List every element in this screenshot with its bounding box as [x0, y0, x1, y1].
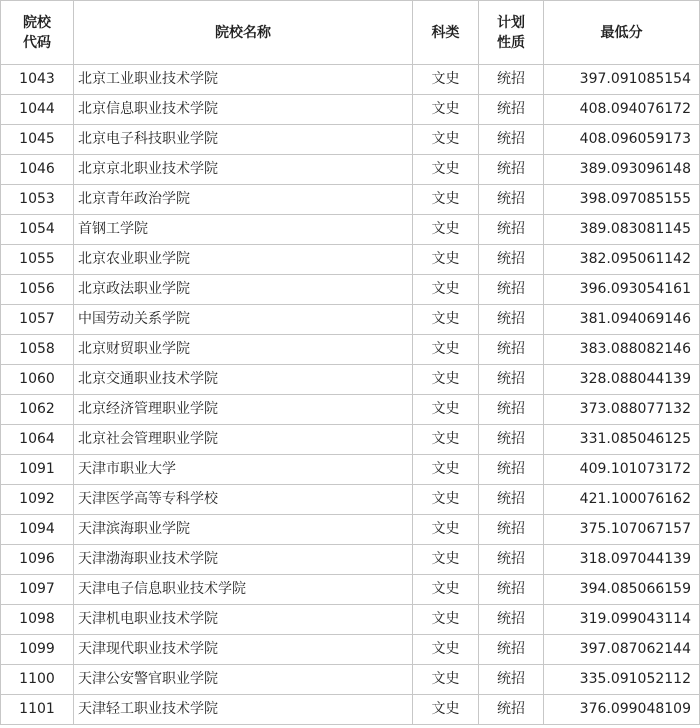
plan-type-cell: 统招 — [479, 155, 544, 185]
plan-type-cell: 统招 — [479, 455, 544, 485]
category-cell: 文史 — [413, 65, 479, 95]
category-cell: 文史 — [413, 545, 479, 575]
table-row — [1, 605, 700, 635]
plan-type-cell: 统招 — [479, 635, 544, 665]
school-name-cell: 北京电子科技职业学院 — [74, 125, 413, 155]
school-name-cell: 北京社会管理职业学院 — [74, 425, 413, 455]
min-score-cell: 389.083081145 — [544, 215, 700, 245]
table-row — [1, 425, 700, 455]
min-score-cell: 373.088077132 — [544, 395, 700, 425]
category-cell: 文史 — [413, 365, 479, 395]
plan-type-cell: 统招 — [479, 695, 544, 725]
table-row — [1, 455, 700, 485]
school-name-cell: 北京青年政治学院 — [74, 185, 413, 215]
category-cell: 文史 — [413, 305, 479, 335]
school-name-cell: 北京工业职业技术学院 — [74, 65, 413, 95]
category-cell: 文史 — [413, 335, 479, 365]
table-row — [1, 65, 700, 95]
min-score-cell: 319.099043114 — [544, 605, 700, 635]
plan-type-cell: 统招 — [479, 335, 544, 365]
plan-type-cell: 统招 — [479, 125, 544, 155]
min-score-cell: 394.085066159 — [544, 575, 700, 605]
header-category: 科类 — [413, 1, 479, 65]
table-row — [1, 485, 700, 515]
header-school-name: 院校名称 — [74, 1, 413, 65]
school-code-cell: 1100 — [1, 665, 74, 695]
header-school-code — [1, 1, 74, 65]
min-score-cell: 397.087062144 — [544, 635, 700, 665]
plan-type-cell: 统招 — [479, 65, 544, 95]
school-code-cell: 1097 — [1, 575, 74, 605]
school-code-cell: 1091 — [1, 455, 74, 485]
category-cell: 文史 — [413, 425, 479, 455]
school-name-cell: 北京农业职业学院 — [74, 245, 413, 275]
header-code-line1: 院校 — [23, 14, 51, 31]
plan-type-cell: 统招 — [479, 365, 544, 395]
table-row — [1, 305, 700, 335]
min-score-cell: 376.099048109 — [544, 695, 700, 725]
min-score-cell: 389.093096148 — [544, 155, 700, 185]
table-row — [1, 185, 700, 215]
category-cell: 文史 — [413, 455, 479, 485]
table-row — [1, 155, 700, 185]
table-row — [1, 665, 700, 695]
school-name-cell: 首钢工学院 — [74, 215, 413, 245]
header-row — [1, 1, 700, 65]
school-code-cell: 1045 — [1, 125, 74, 155]
table-row — [1, 545, 700, 575]
category-cell: 文史 — [413, 575, 479, 605]
school-name-cell: 中国劳动关系学院 — [74, 305, 413, 335]
school-name-cell: 北京信息职业技术学院 — [74, 95, 413, 125]
min-score-cell: 335.091052112 — [544, 665, 700, 695]
school-code-cell: 1062 — [1, 395, 74, 425]
header-code-line2: 代码 — [23, 34, 51, 51]
plan-type-cell: 统招 — [479, 485, 544, 515]
header-min-score: 最低分 — [544, 1, 700, 65]
category-cell: 文史 — [413, 155, 479, 185]
school-code-cell: 1046 — [1, 155, 74, 185]
category-cell: 文史 — [413, 605, 479, 635]
table-row — [1, 275, 700, 305]
min-score-cell: 408.094076172 — [544, 95, 700, 125]
table-row — [1, 245, 700, 275]
plan-type-cell: 统招 — [479, 665, 544, 695]
school-code-cell: 1055 — [1, 245, 74, 275]
school-code-cell: 1057 — [1, 305, 74, 335]
min-score-cell: 396.093054161 — [544, 275, 700, 305]
plan-type-cell: 统招 — [479, 95, 544, 125]
school-code-cell: 1101 — [1, 695, 74, 725]
min-score-cell: 328.088044139 — [544, 365, 700, 395]
category-cell: 文史 — [413, 635, 479, 665]
min-score-cell: 421.100076162 — [544, 485, 700, 515]
table-row — [1, 515, 700, 545]
school-name-cell: 天津市职业大学 — [74, 455, 413, 485]
min-score-cell: 331.085046125 — [544, 425, 700, 455]
min-score-cell: 381.094069146 — [544, 305, 700, 335]
school-name-cell: 北京京北职业技术学院 — [74, 155, 413, 185]
table-row — [1, 695, 700, 725]
category-cell: 文史 — [413, 125, 479, 155]
min-score-cell: 383.088082146 — [544, 335, 700, 365]
category-cell: 文史 — [413, 485, 479, 515]
table-row — [1, 335, 700, 365]
school-name-cell: 天津轻工职业技术学院 — [74, 695, 413, 725]
plan-type-cell: 统招 — [479, 545, 544, 575]
category-cell: 文史 — [413, 695, 479, 725]
category-cell: 文史 — [413, 215, 479, 245]
table-row — [1, 365, 700, 395]
table-row — [1, 575, 700, 605]
category-cell: 文史 — [413, 95, 479, 125]
plan-type-cell: 统招 — [479, 245, 544, 275]
plan-type-cell: 统招 — [479, 215, 544, 245]
table-row — [1, 215, 700, 245]
min-score-cell: 398.097085155 — [544, 185, 700, 215]
category-cell: 文史 — [413, 515, 479, 545]
plan-type-cell: 统招 — [479, 575, 544, 605]
table-row — [1, 95, 700, 125]
plan-type-cell: 统招 — [479, 305, 544, 335]
plan-type-cell: 统招 — [479, 395, 544, 425]
school-name-cell: 天津现代职业技术学院 — [74, 635, 413, 665]
header-plan-type — [479, 1, 544, 65]
school-code-cell: 1060 — [1, 365, 74, 395]
min-score-cell: 382.095061142 — [544, 245, 700, 275]
category-cell: 文史 — [413, 275, 479, 305]
school-code-cell: 1054 — [1, 215, 74, 245]
school-code-cell: 1096 — [1, 545, 74, 575]
plan-type-cell: 统招 — [479, 275, 544, 305]
category-cell: 文史 — [413, 245, 479, 275]
plan-type-cell: 统招 — [479, 185, 544, 215]
school-name-cell: 北京财贸职业学院 — [74, 335, 413, 365]
min-score-cell: 397.091085154 — [544, 65, 700, 95]
school-name-cell: 天津公安警官职业学院 — [74, 665, 413, 695]
header-plan-line1: 计划 — [497, 14, 525, 31]
min-score-cell: 375.107067157 — [544, 515, 700, 545]
table-row — [1, 395, 700, 425]
category-cell: 文史 — [413, 185, 479, 215]
school-code-cell: 1064 — [1, 425, 74, 455]
school-code-cell: 1058 — [1, 335, 74, 365]
category-cell: 文史 — [413, 395, 479, 425]
table-row — [1, 125, 700, 155]
category-cell: 文史 — [413, 665, 479, 695]
school-code-cell: 1044 — [1, 95, 74, 125]
school-name-cell: 北京经济管理职业学院 — [74, 395, 413, 425]
school-code-cell: 1056 — [1, 275, 74, 305]
school-name-cell: 北京政法职业学院 — [74, 275, 413, 305]
school-code-cell: 1053 — [1, 185, 74, 215]
plan-type-cell: 统招 — [479, 605, 544, 635]
school-code-cell: 1092 — [1, 485, 74, 515]
school-name-cell: 天津渤海职业技术学院 — [74, 545, 413, 575]
plan-type-cell: 统招 — [479, 515, 544, 545]
min-score-cell: 318.097044139 — [544, 545, 700, 575]
table-body — [1, 65, 700, 725]
school-name-cell: 天津机电职业技术学院 — [74, 605, 413, 635]
school-code-cell: 1094 — [1, 515, 74, 545]
school-code-cell: 1099 — [1, 635, 74, 665]
school-name-cell: 天津滨海职业学院 — [74, 515, 413, 545]
school-name-cell: 北京交通职业技术学院 — [74, 365, 413, 395]
table-row — [1, 635, 700, 665]
school-name-cell: 天津电子信息职业技术学院 — [74, 575, 413, 605]
school-code-cell: 1043 — [1, 65, 74, 95]
school-code-cell: 1098 — [1, 605, 74, 635]
header-plan-line2: 性质 — [497, 34, 525, 51]
plan-type-cell: 统招 — [479, 425, 544, 455]
min-score-cell: 409.101073172 — [544, 455, 700, 485]
school-name-cell: 天津医学高等专科学校 — [74, 485, 413, 515]
min-score-cell: 408.096059173 — [544, 125, 700, 155]
